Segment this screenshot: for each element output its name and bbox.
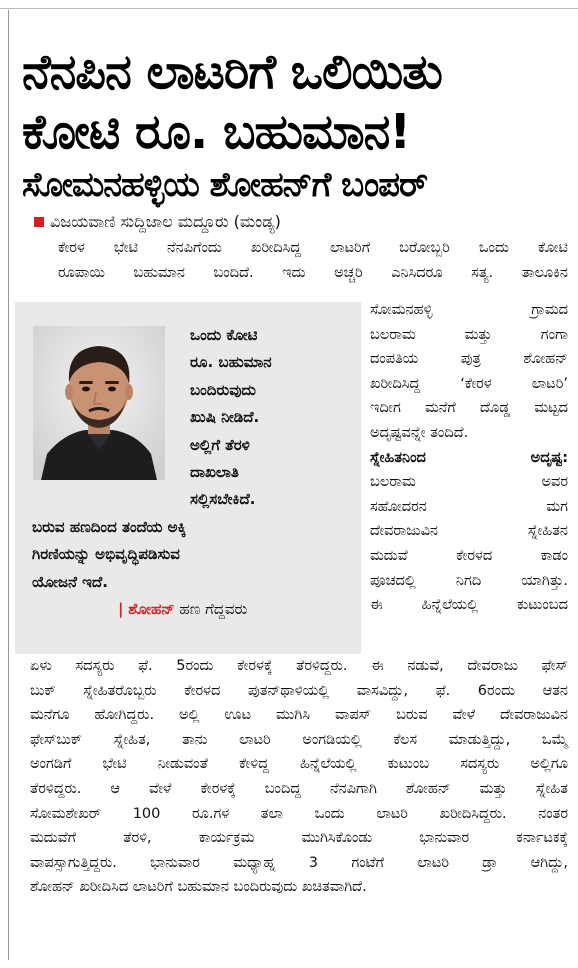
body-line-last: ಶೋಹನ್ ಖರೀದಿಸಿದ ಲಾಟರಿಗೆ ಬಹುಮಾನ ಬಂದಿರುವುದು ಖಚಿತವಾಗಿದೆ.: [30, 879, 367, 896]
column-line: ಬಲರಾಮ ಮತ್ತು ಗಂಗಾ: [370, 326, 568, 343]
body-line: ಬುಕ್ ಸ್ನೇಹಿತರೊಬ್ಬರು ಕೇರಳದ ಪುತನ್‌ಥಾಳಿಯಲ್ಲಿ ವಾಸವಿದ್ದು, ಫೆ. 6ರಂದು ಆತನ: [30, 682, 568, 699]
headline-line-1: ನೆನಪಿನ ಲಾಟರಿಗೆ ಒಲಿಯಿತು: [22, 44, 442, 100]
column-line: ಇದೀಗ ಮನೆಗೆ ದೊಡ್ಡ ಮಟ್ಟದ: [370, 400, 568, 417]
quote-line: ಒಂದು ಕೋಟಿ: [190, 326, 258, 344]
quote-text-wide: [32, 514, 186, 596]
quote-line: ರೂ. ಬಹುಮಾನ: [190, 353, 272, 372]
right-column-text: [370, 298, 568, 618]
attribution-bar-icon: |: [118, 600, 124, 618]
column-line: ದಂಪತಿಯ ಪುತ್ರ ಶೋಹನ್: [370, 351, 568, 368]
body-line: ಅಂಗಡಿಗೆ ಭೇಟಿ ನೀಡುವಂತೆ ಕೇಳಿದ್ದ ಹಿನ್ನೆಲೆಯಲ್ಲಿ ಕುಟುಂಬ ಸದಸ್ಯರು ಅಲ್ಲಿಗೂ: [30, 756, 568, 773]
byline: [34, 212, 281, 232]
body-line: ಮನೆಗೂ ಹೋಗಿದ್ದರು. ಅಲ್ಲಿ ಊಟ ಮುಗಿಸಿ ವಾಪಸ್ ಬರುವ ವೇಳೆ ದೇವರಾಜುವಿನ: [30, 707, 568, 724]
column-line: ಈ ಹಿನ್ನೆಲೆಯಲ್ಲಿ ಕುಟುಂಬದ: [370, 597, 568, 614]
quote-line: ಯೋಜನೆ ಇದೆ.: [32, 572, 108, 591]
body-line: ವಾಪಸ್ಸಾಗುತ್ತಿದ್ದರು. ಭಾನುವಾರ ಮಧ್ಯಾಹ್ನ 3 ಗಂಟೆಗೆ ಲಾಟರಿ ಡ್ರಾ ಆಗಿದ್ದು,: [30, 854, 568, 871]
body-line: ಏಳು ಸದಸ್ಯರು ಫೆ. 5ರಂದು ಕೇರಳಕ್ಕೆ ತೆರಳಿದ್ದರು. ಈ ನಡುವೆ, ದೇವರಾಜು ಫೇಸ್: [30, 658, 568, 674]
column-line: ಸಹೋದರನ ಮಗ: [370, 498, 568, 515]
quote-line: ಬಂದಿರುವುದು: [190, 380, 256, 399]
headline-line-2: ಕೋಟಿ ರೂ. ಬಹುಮಾನ!: [22, 104, 411, 160]
body-line: ಸೋಮಶೇಖರ್ 100 ರೂ.ಗಳ ತಲಾ ಒಂದು ಲಾಟರಿ ಖರೀದಿಸಿದ್ದರು. ನಂತರ: [30, 805, 568, 822]
column-line: ಪೂಚದಲ್ಲಿ ನಿಗದಿ ಯಾಗಿತ್ತು.: [370, 572, 568, 589]
column-rule: [8, 10, 9, 960]
quote-line: ಬರುವ ಹಣದಿಂದ ತಂದೆಯ ಅಕ್ಕಿ: [32, 518, 187, 536]
quote-line: ದಾಖಲಾತಿ: [190, 463, 239, 482]
subheading: ಸ್ನೇಹಿತನಿಂದ ಅದೃಷ್ಟ:: [370, 449, 568, 466]
body-paragraph: [30, 654, 568, 900]
portrait-photo: [33, 326, 165, 480]
body-line: ಮದುವೆಗೆ ತೆರಳಿ, ಕಾರ್ಯಕ್ರಮ ಮುಗಿಸಿಕೊಂಡು ಭಾನುವಾರ ಕರ್ನಾಟಕಕ್ಕೆ: [30, 830, 568, 847]
page-top-strip: [0, 0, 578, 9]
column-line: ಬಲರಾಮ ಅವರ: [370, 474, 568, 491]
column-line: ಮದುವೆ ಕೇರಳದ ಕಾಡಂ: [370, 547, 568, 564]
quote-line: ಗಿರಣಿಯನ್ನು ಅಭಿವೃದ್ಧಿಪಡಿಸುವ: [32, 545, 180, 564]
quote-attribution: [118, 600, 247, 618]
byline-text: ವಿಜಯವಾಣಿ ಸುದ್ದಿಜಾಲ ಮದ್ದೂರು (ಮಂಡ್ಯ): [50, 212, 281, 231]
attribution-name: ಶೋಹನ್: [128, 600, 175, 618]
body-line: ತೆರಳಿದ್ದರು. ಆ ವೇಳೆ ಕೇರಳಕ್ಕೆ ಬಂದಿದ್ದ ನೆನಪಿಗಾಗಿ ಶೋಹನ್ ಮತ್ತು ಸ್ನೇಹಿತ: [30, 780, 568, 797]
intro-line: ರೂಪಾಯಿ ಬಹುಮಾನ ಬಂದಿದೆ. ಇದು ಅಚ್ಚರಿ ಎನಿಸಿದರೂ ಸತ್ಯ. ತಾಲೂಕಿನ: [58, 264, 568, 281]
attribution-role: ಹಣ ಗೆದ್ದವರು: [179, 600, 248, 618]
column-line-last: ಅದೃಷ್ಟವನ್ನೇ ತಂದಿದೆ.: [370, 424, 469, 441]
column-line: ಸೋಮನಹಳ್ಳಿ ಗ್ರಾಮದ: [370, 302, 568, 318]
quote-line: ಅಲ್ಲಿಗೆ ತೆರಳಿ: [190, 435, 250, 454]
quote-line: ಸಲ್ಲಿಸಬೇಕಿದೆ.: [190, 490, 256, 509]
intro-paragraph: [58, 236, 568, 285]
quote-text-short: [190, 322, 272, 514]
quote-line: ಖುಷಿ ನೀಡಿದೆ.: [190, 408, 260, 427]
byline-marker-icon: [34, 217, 44, 227]
headline-subtitle: ಸೋಮನಹಳ್ಳಿಯ ಶೋಹನ್‌ಗೆ ಬಂಪರ್: [22, 165, 428, 205]
column-line: ಖರೀದಿಸಿದ್ದ ‘ಕೇರಳ ಲಾಟರಿ’: [370, 375, 568, 392]
body-line: ಫೇಸ್‌ಬುಕ್ ಸ್ನೇಹಿತ, ತಾನು ಲಾಟರಿ ಅಂಗಡಿಯಲ್ಲಿ ಕೆಲಸ ಮಾಡುತ್ತಿದ್ದು, ಒಮ್ಮೆ: [30, 731, 568, 748]
column-line: ದೇವರಾಜುವಿನ ಸ್ನೇಹಿತನ: [370, 523, 568, 540]
intro-line: ಕೇರಳ ಭೇಟಿ ನೆನಪಿಗೆಂದು ಖರೀದಿಸಿದ್ದ ಲಾಟರಿಗೆ ಬರೋಬ್ಬರಿ ಒಂದು ಕೋಟಿ: [58, 240, 568, 256]
